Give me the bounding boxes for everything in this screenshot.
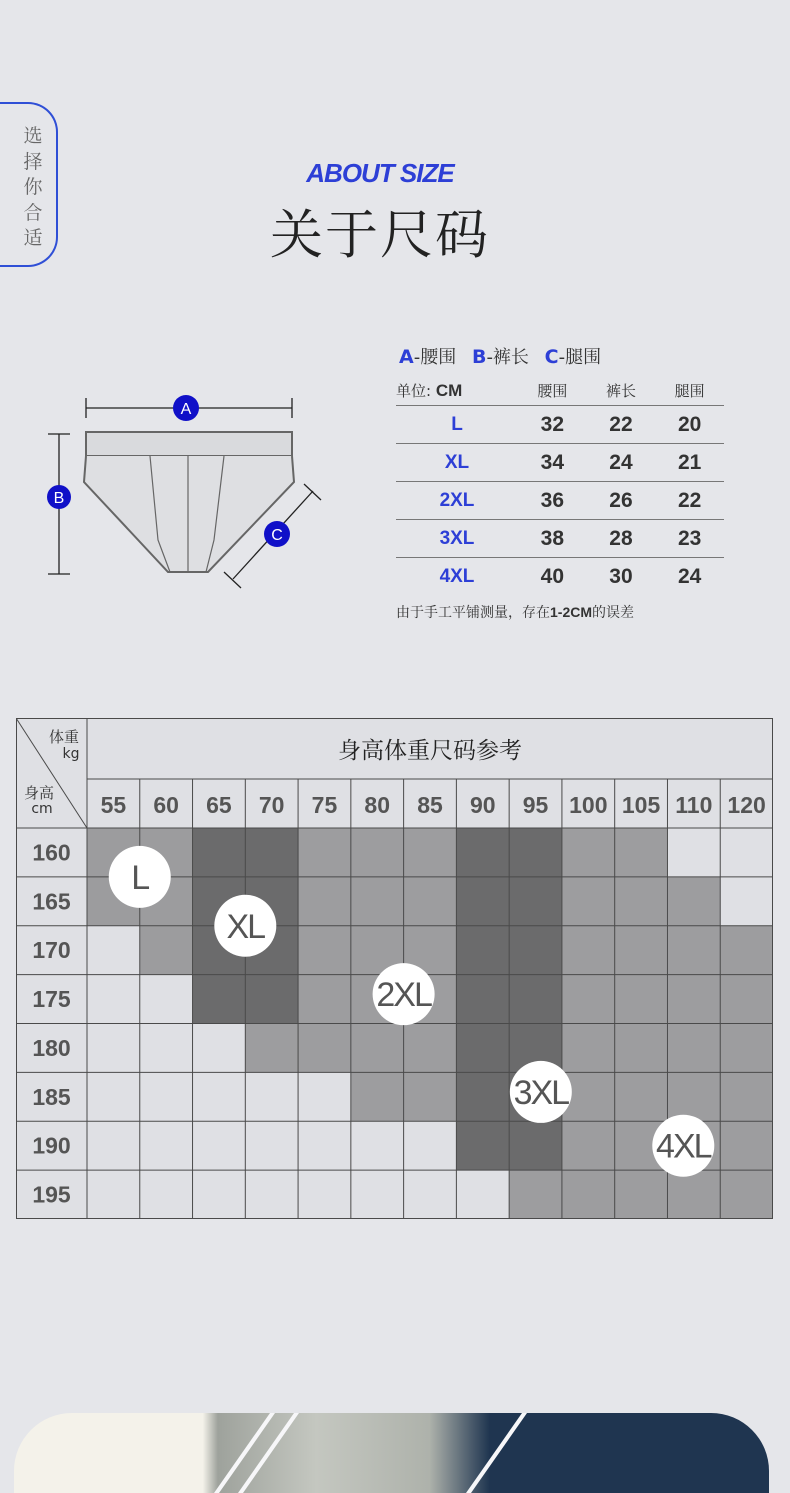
grid-cell: [298, 1170, 351, 1219]
grid-cell: [667, 1072, 720, 1121]
height-tick: 190: [32, 1132, 71, 1159]
grid-cell: [615, 975, 668, 1024]
grid-cell: [562, 828, 615, 877]
weight-tick: 65: [206, 792, 232, 818]
grid-cell: [456, 1121, 509, 1170]
height-tick: 185: [32, 1083, 71, 1110]
weight-tick: 70: [258, 792, 285, 818]
weight-tick: 110: [675, 792, 713, 818]
size-row: [396, 482, 724, 520]
grid-cell: [351, 1121, 404, 1170]
length-value: 24: [587, 444, 656, 482]
corner-weight-label: 体重: [48, 728, 80, 746]
grid-cell: [404, 1072, 457, 1121]
weight-tick: 120: [727, 792, 766, 818]
grid-cell: [667, 828, 720, 877]
grid-cell: [509, 926, 562, 975]
grid-cell: [87, 975, 140, 1024]
marker-b: [47, 485, 71, 509]
grid-cell: [456, 1024, 509, 1073]
chart-title: 身高体重尺码参考: [338, 738, 522, 764]
leg-value: 23: [655, 520, 724, 558]
grid-cell: [720, 1024, 773, 1073]
grid-cell: [720, 877, 773, 926]
grid-cell: [140, 1072, 193, 1121]
size-table: [396, 376, 724, 595]
waist-value: 32: [518, 406, 587, 444]
grid-cell: [720, 1170, 773, 1219]
grid-cell: [245, 1024, 298, 1073]
col-leg: 腿围: [655, 376, 724, 406]
length-value: 28: [587, 520, 656, 558]
unit-label: 单位: CM: [396, 376, 518, 406]
note-range: 1-2CM: [550, 604, 593, 620]
size-label: L: [396, 406, 518, 444]
unit-value: CM: [435, 381, 463, 400]
grid-cell: [562, 1121, 615, 1170]
grid-cell: [562, 1170, 615, 1219]
grid-cell: [140, 1024, 193, 1073]
length-value: 30: [609, 564, 633, 588]
grid-cell: [404, 1170, 457, 1219]
leg-value: 22: [655, 482, 724, 520]
corner-height-unit: cm: [31, 801, 53, 817]
grid-cell: [456, 828, 509, 877]
grid-cell: [509, 1170, 562, 1219]
grid-cell: [404, 1121, 457, 1170]
grid-cell: [245, 1121, 298, 1170]
grid-cell: [615, 1170, 668, 1219]
grid-cell: [193, 1024, 246, 1073]
grid-cell: [140, 926, 193, 975]
grid-cell: [298, 828, 351, 877]
grid-cell: [193, 975, 246, 1024]
side-tab-label: 选择你合适: [23, 125, 43, 249]
grid-cell: [87, 1121, 140, 1170]
grid-cell: [87, 1170, 140, 1219]
briefs-diagram: [40, 390, 340, 600]
size-row: [396, 520, 724, 558]
col-length: 裤长: [587, 376, 656, 406]
grid-cell: [298, 1121, 351, 1170]
grid-cell: [562, 975, 615, 1024]
grid-cell: [140, 1121, 193, 1170]
grid-cell: [298, 1072, 351, 1121]
grid-cell: [667, 1024, 720, 1073]
height-tick: 170: [32, 937, 71, 964]
grid-cell: [456, 975, 509, 1024]
svg-text:A: A: [180, 401, 192, 418]
grid-cell: [404, 828, 457, 877]
grid-cell: [562, 926, 615, 975]
grid-cell: [720, 1072, 773, 1121]
grid-cell: [351, 1072, 404, 1121]
grid-cell: [140, 1170, 193, 1219]
product-photo: [14, 1413, 769, 1493]
grid-cell: [615, 926, 668, 975]
grid-cell: [193, 828, 246, 877]
grid-cell: [351, 1024, 404, 1073]
size-table-header: [396, 376, 724, 406]
grid-cell: [456, 1072, 509, 1121]
page-title: 关于尺码: [270, 205, 490, 266]
grid-cell: [509, 975, 562, 1024]
grid-cell: [404, 877, 457, 926]
grid-cell: [298, 975, 351, 1024]
grid-cell: [667, 877, 720, 926]
grid-cell: [615, 1072, 668, 1121]
legend-name-b: -裤长: [486, 347, 529, 368]
weight-tick: 60: [153, 792, 179, 818]
size-row: [396, 558, 724, 596]
length-value: 26: [587, 482, 656, 520]
grid-cell: [193, 1121, 246, 1170]
leg-value: 20: [655, 406, 724, 444]
weight-tick: 55: [100, 792, 127, 818]
measurement-note: 由于手工平铺测量，存在1-2CM的误差: [396, 604, 635, 621]
grid-cell: [720, 1121, 773, 1170]
legend-key-b: B: [471, 346, 487, 368]
height-tick: 175: [32, 986, 71, 1013]
weight-tick: 75: [311, 792, 338, 818]
grid-cell: [87, 1024, 140, 1073]
grid-cell: [667, 926, 720, 975]
marker-c: [264, 521, 290, 547]
grid-cell: [193, 1170, 246, 1219]
size-row: [396, 444, 724, 482]
weight-tick: 100: [569, 792, 608, 818]
legend-key-c: C: [544, 346, 559, 368]
leg-value: 21: [655, 444, 724, 482]
grid-cell: [87, 1072, 140, 1121]
marker-a: [173, 395, 199, 421]
svg-text:B: B: [53, 490, 65, 507]
grid-cell: [351, 828, 404, 877]
height-tick: 180: [32, 1034, 71, 1061]
weight-tick: 90: [469, 792, 496, 818]
grid-cell: [298, 926, 351, 975]
height-tick: 165: [32, 888, 71, 915]
grid-cell: [351, 1170, 404, 1219]
grid-cell: [245, 975, 298, 1024]
waist-value: 40: [540, 564, 564, 588]
waist-value: 34: [518, 444, 587, 482]
grid-cell: [667, 975, 720, 1024]
grid-cell: [140, 975, 193, 1024]
grid-cell: [509, 877, 562, 926]
grid-cell: [456, 1170, 509, 1219]
section-subtitle: ABOUT SIZE: [306, 158, 454, 188]
grid-cell: [509, 828, 562, 877]
grid-cell: [298, 1024, 351, 1073]
height-weight-chart: [16, 718, 773, 1219]
size-badge-label: 4XL: [656, 1127, 711, 1166]
size-badge-label: 3XL: [513, 1073, 569, 1112]
waist-value: 38: [518, 520, 587, 558]
legend-name-c: -腿围: [558, 347, 602, 368]
corner-weight-unit: kg: [62, 746, 80, 762]
grid-cell: [720, 828, 773, 877]
size-badge-label: L: [131, 858, 149, 897]
grid-cell: [456, 877, 509, 926]
grid-cell: [509, 1121, 562, 1170]
size-label: 4XL: [439, 565, 475, 587]
grid-cell: [615, 828, 668, 877]
size-badge-label: 2XL: [376, 976, 431, 1015]
grid-cell: [615, 1024, 668, 1073]
weight-tick: 95: [522, 792, 549, 818]
size-label: XL: [396, 444, 518, 482]
legend-key-a: A: [399, 346, 414, 368]
grid-cell: [404, 1024, 457, 1073]
size-label: 3XL: [396, 520, 518, 558]
grid-cell: [667, 1170, 720, 1219]
grid-cell: [298, 877, 351, 926]
grid-cell: [615, 877, 668, 926]
waist-value: 36: [518, 482, 587, 520]
leg-value: 24: [677, 564, 702, 588]
svg-text:C: C: [271, 527, 283, 544]
weight-tick: 85: [417, 792, 443, 818]
grid-cell: [562, 877, 615, 926]
grid-cell: [456, 926, 509, 975]
grid-cell: [87, 926, 140, 975]
grid-cell: [720, 926, 773, 975]
size-badge-label: XL: [226, 907, 265, 946]
grid-cell: [720, 975, 773, 1024]
grid-cell: [245, 1072, 298, 1121]
grid-cell: [562, 1024, 615, 1073]
weight-tick: 80: [364, 792, 391, 818]
grid-cell: [351, 877, 404, 926]
grid-cell: [193, 1072, 246, 1121]
height-tick: 160: [32, 839, 71, 866]
size-label: 2XL: [396, 482, 518, 520]
weight-tick: 105: [621, 792, 661, 818]
measurement-legend: [399, 343, 601, 369]
briefs-outline-icon: [84, 432, 294, 572]
grid-cell: [245, 1170, 298, 1219]
grid-cell: [245, 828, 298, 877]
legend-name-a: -腰围: [413, 347, 457, 368]
col-waist: 腰围: [518, 376, 587, 406]
corner-height-label: 身高: [23, 784, 55, 802]
size-row: [396, 406, 724, 444]
length-value: 22: [587, 406, 656, 444]
height-tick: 195: [32, 1181, 71, 1208]
